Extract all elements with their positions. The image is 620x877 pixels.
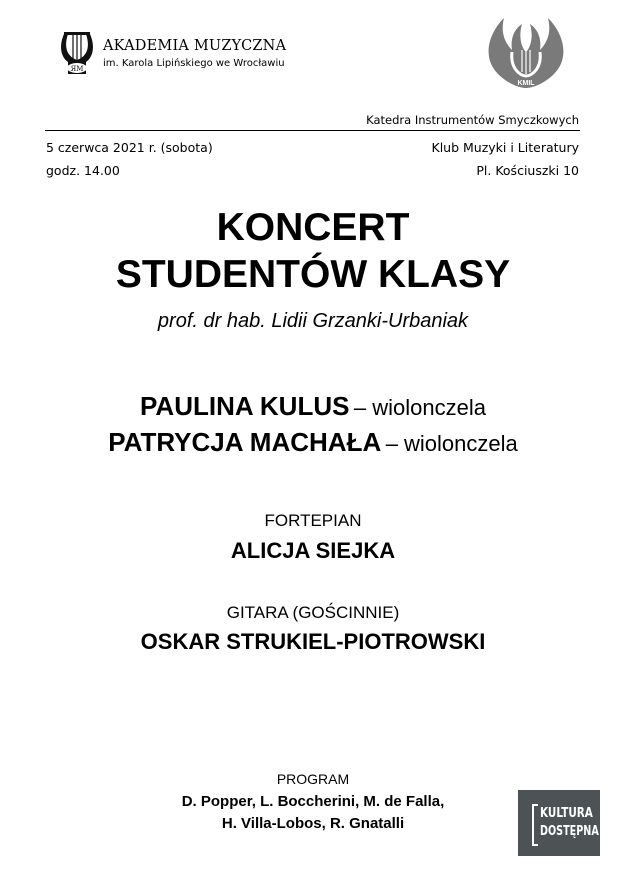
svg-text:ЯМ: ЯМ [70, 65, 84, 73]
performer-1 [0, 391, 620, 422]
kmil-logo-text: KMIL [517, 80, 535, 87]
program-line1: D. Popper, L. Boccherini, M. de Falla, [181, 793, 445, 810]
piano-label: FORTEPIAN [264, 511, 362, 530]
academy-subtitle: im. Karola Lipińskiego we Wrocławiu [103, 58, 285, 69]
department: Katedra Instrumentów Smyczkowych [366, 113, 579, 127]
guitar-name: OSKAR STRUKIEL-PIOTROWSKI [140, 629, 486, 654]
badge-line1: KULTURA [540, 806, 593, 821]
performer-2 [0, 427, 620, 458]
title-line2: STUDENTÓW KLASY [115, 253, 511, 296]
performer-instrument: – wiolonczela [385, 431, 518, 456]
program-line2: H. Villa-Lobos, R. Gnatalli [221, 815, 405, 832]
performer-name: PATRYCJA MACHAŁA [108, 427, 382, 457]
bracket-icon [532, 804, 538, 846]
title-line1: KONCERT [216, 206, 410, 249]
badge-line2: DOSTĘPNA [540, 824, 599, 839]
kmil-logo [484, 14, 568, 90]
event-time: godz. 14.00 [46, 163, 120, 178]
performer-instrument: – wiolonczela [353, 395, 486, 420]
svg-text:w: w [523, 37, 529, 46]
academy-name: AKADEMIA MUZYCZNA [103, 38, 287, 54]
header-divider [45, 130, 580, 131]
event-date: 5 czerwca 2021 r. (sobota) [46, 140, 213, 155]
performer-name: PAULINA KULUS [140, 391, 350, 421]
kultura-dostepna-badge [518, 790, 600, 856]
professor: prof. dr hab. Lidii Grzanki-Urbaniak [157, 310, 469, 332]
program-label: PROGRAM [276, 771, 350, 787]
guitar-label: GITARA (GOŚCINNIE) [226, 603, 400, 622]
event-address: Pl. Kościuszki 10 [476, 163, 579, 178]
lyre-icon [60, 30, 94, 78]
piano-name: ALICJA SIEJKA [230, 538, 396, 563]
academy-logo [60, 30, 300, 80]
event-venue: Klub Muzyki i Literatury [431, 140, 579, 155]
